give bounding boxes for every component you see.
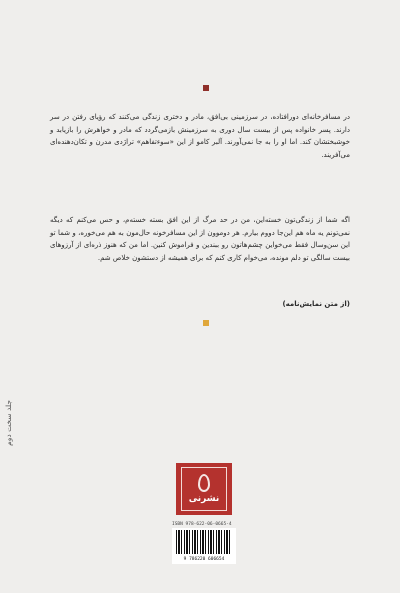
synopsis-paragraph: در مسافرخانه‌ای دورافتاده، در سرزمینی بی‌افق، مادر و دختری زندگی می‌کنند که رؤیای رفتن در سر دارند. پسر خانواده پس از بیست سال دوری به سرزمینش بازمی‌گردد که مادر و خواهرش را بازیابد و خوشبختشان کند. اما او را به جا نمی‌آورند. آلبر کامو از این «سوءتفاهم» تراژدی مدرن و تکان‌دهنده‌ای می‌آفریند. — [50, 113, 350, 159]
top-square-mark — [203, 85, 209, 91]
publisher-logo — [176, 463, 232, 515]
logo-frame — [181, 467, 227, 511]
side-handwriting: جلد سخت دوم — [4, 400, 13, 446]
leaf-icon — [198, 474, 210, 492]
barcode-lines — [176, 530, 232, 554]
publisher-name: نشرنی — [188, 494, 220, 504]
barcode-number: 9 786220 606654 — [183, 557, 225, 562]
excerpt-source: (از متن نمایش‌نامه) — [282, 300, 350, 308]
excerpt-paragraph: اگه شما از زندگی‌تون خسته‌این، من در حد مرگ از این افق بسته خسته‌م، و حس می‌کنم که دیگه نمی‌تونم یه ماه هم این‌جا دووم بیارم. هر دوموون از این مسافرخونه حال‌مون به هم می‌خوره، و شما تو این سن‌وسال فقط می‌خواین چشم‌هاتون رو ببندین و فراموش کنین. اما من که هنوز ذره‌ای از آرزوهای بیست سالگی تو دلم مونده، می‌خوام کاری کنم که برای همیشه از دستشون خلاص شم. — [50, 216, 350, 262]
barcode — [172, 528, 236, 564]
isbn-label: ISBN 978-622-06-0665-4 — [172, 522, 232, 527]
middle-square-mark — [203, 320, 209, 326]
